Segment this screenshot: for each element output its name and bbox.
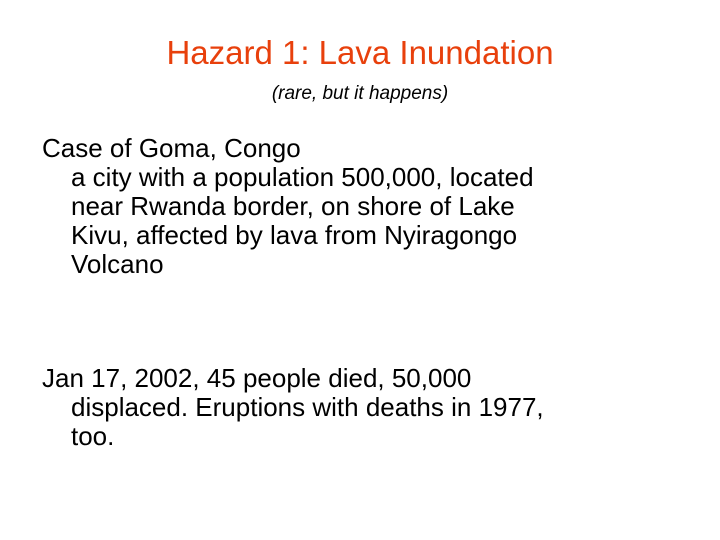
slide-title: Hazard 1: Lava Inundation [166,34,554,71]
case-description-line: a city with a population 500,000, located [71,162,534,192]
event-continuation-line: too. [71,421,115,451]
case-description-line: near Rwanda border, on shore of Lake [71,191,515,221]
case-paragraph [42,134,682,279]
event-continuation-line: displaced. Eruptions with deaths in 1977, [71,392,544,422]
slide-subtitle: (rare, but it happens) [271,83,449,104]
case-description-line: Kivu, affected by lava from Nyiragongo [71,220,518,250]
event-paragraph [42,364,682,451]
case-description-line: Volcano [71,249,164,279]
case-heading: Case of Goma, Congo [42,133,301,163]
event-first-line: Jan 17, 2002, 45 people died, 50,000 [42,363,472,393]
